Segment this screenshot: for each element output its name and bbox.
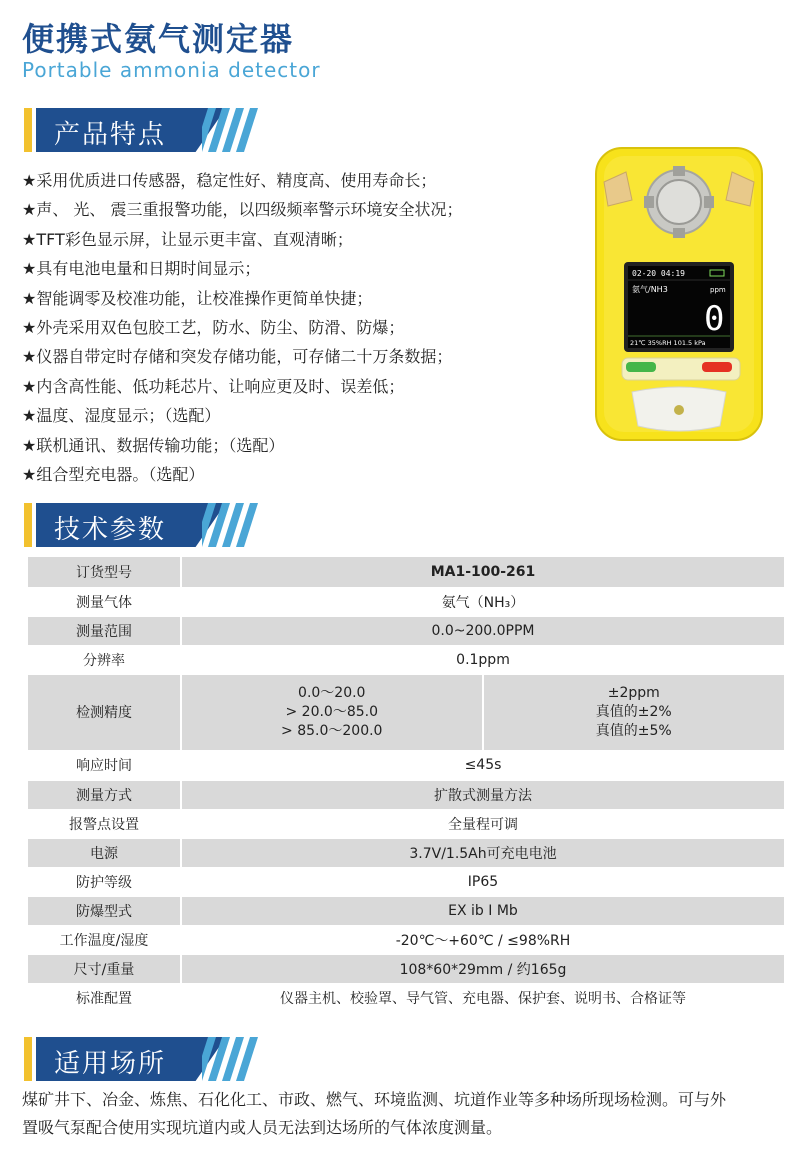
spec-key: 防爆型式 bbox=[28, 896, 181, 925]
heading-stripes-icon bbox=[202, 108, 272, 152]
accuracy-range: > 20.0～85.0 bbox=[285, 703, 379, 720]
spec-value: IP65 bbox=[181, 867, 784, 896]
specs-heading bbox=[24, 503, 264, 547]
accuracy-value: 真值的±2% bbox=[595, 703, 672, 720]
spec-value: MA1-100-261 bbox=[181, 557, 784, 587]
features-heading-label: 产品特点 bbox=[54, 120, 167, 150]
spec-key: 分辨率 bbox=[28, 645, 181, 674]
table-row bbox=[28, 645, 784, 674]
feature-item: ★外壳采用双色包胶工艺，防水、防尘、防滑、防爆； bbox=[22, 317, 405, 337]
table-row bbox=[28, 867, 784, 896]
applications-text bbox=[22, 1086, 782, 1142]
applications-line: 煤矿井下、冶金、炼焦、石化化工、市政、燃气、环境监测、坑道作业等多种场所现场检测。可与外 bbox=[22, 1090, 727, 1109]
feature-item: ★智能调零及校准功能，让校准操作更简单快捷； bbox=[22, 288, 373, 308]
feature-item: ★声、 光、 震三重报警功能，以四级频率警示环境安全状况； bbox=[22, 200, 463, 220]
spec-key: 工作温度/湿度 bbox=[28, 925, 181, 954]
screen-gas: 氨气/NH3 bbox=[632, 285, 668, 294]
heading-accent-bar bbox=[24, 108, 32, 152]
table-row bbox=[28, 896, 784, 925]
heading-stripes-icon bbox=[202, 1037, 272, 1081]
table-row bbox=[28, 954, 784, 983]
feature-item: ★组合型充电器。（选配） bbox=[22, 464, 205, 484]
feature-item: ★内含高性能、低功耗芯片、让响应更及时、误差低； bbox=[22, 376, 405, 396]
applications-line: 置吸气泵配合使用实现坑道内或人员无法到达场所的气体浓度测量。 bbox=[22, 1118, 503, 1137]
accuracy-ranges bbox=[181, 674, 483, 750]
accuracy-range: 0.0～20.0 bbox=[298, 684, 366, 701]
spec-key: 报警点设置 bbox=[28, 809, 181, 838]
accuracy-range: > 85.0～200.0 bbox=[281, 722, 383, 739]
feature-item: ★仪器自带定时存储和突发存储功能，可存储二十万条数据； bbox=[22, 347, 453, 367]
table-row bbox=[28, 557, 784, 587]
spec-key: 订货型号 bbox=[28, 557, 181, 587]
spec-value: EX ib Ⅰ Mb bbox=[181, 896, 784, 925]
screen-reading: 0 bbox=[704, 299, 725, 339]
feature-item: ★采用优质进口传感器，稳定性好、精度高、使用寿命长； bbox=[22, 171, 437, 190]
spec-value: ≤45s bbox=[181, 750, 784, 780]
table-row bbox=[28, 809, 784, 838]
accuracy-value: ±2ppm bbox=[607, 684, 660, 701]
feature-item: ★温度、湿度显示；（选配） bbox=[22, 406, 221, 426]
accuracy-values bbox=[483, 674, 785, 750]
screen-datetime: 02-20 04:19 bbox=[632, 269, 685, 278]
screen-status: 21℃ 35%RH 101.5 kPa bbox=[630, 339, 706, 347]
spec-key: 防护等级 bbox=[28, 867, 181, 896]
spec-key: 检测精度 bbox=[28, 674, 181, 750]
spec-value: 扩散式测量方法 bbox=[181, 780, 784, 809]
specs-heading-label: 技术参数 bbox=[54, 515, 167, 545]
features-list bbox=[22, 166, 582, 489]
table-row bbox=[28, 587, 784, 616]
heading-accent-bar bbox=[24, 1037, 32, 1081]
table-row bbox=[28, 616, 784, 645]
device-illustration bbox=[592, 146, 766, 442]
feature-item: ★TFT彩色显示屏，让显示更丰富、直观清晰； bbox=[22, 229, 353, 249]
spec-key: 电源 bbox=[28, 838, 181, 867]
spec-key: 响应时间 bbox=[28, 750, 181, 780]
spec-value: -20℃～+60℃ / ≤98%RH bbox=[181, 925, 784, 954]
spec-value: 108*60*29mm / 约165g bbox=[181, 954, 784, 983]
spec-value: 全量程可调 bbox=[181, 809, 784, 838]
accuracy-value: 真值的±5% bbox=[595, 722, 672, 739]
page-subtitle: Portable ammonia detector bbox=[22, 58, 321, 82]
spec-value: 仪器主机、校验罩、导气管、充电器、保护套、说明书、合格证等 bbox=[181, 983, 784, 1013]
feature-item: ★联机通讯、数据传输功能；（选配） bbox=[22, 435, 285, 455]
features-heading bbox=[24, 108, 264, 152]
spec-key: 测量范围 bbox=[28, 616, 181, 645]
table-row bbox=[28, 983, 784, 1013]
table-row bbox=[28, 674, 784, 750]
device-green-button bbox=[626, 362, 656, 372]
table-row bbox=[28, 780, 784, 809]
spec-value: 3.7V/1.5Ah可充电电池 bbox=[181, 838, 784, 867]
specs-table bbox=[28, 557, 784, 1014]
heading-stripes-icon bbox=[202, 503, 272, 547]
applications-heading bbox=[24, 1037, 264, 1081]
spec-key: 尺寸/重量 bbox=[28, 954, 181, 983]
spec-value: 氨气（NH₃） bbox=[181, 587, 784, 616]
feature-item: ★具有电池电量和日期时间显示； bbox=[22, 259, 261, 279]
applications-heading-label: 适用场所 bbox=[54, 1049, 167, 1079]
screen-unit: ppm bbox=[710, 286, 726, 294]
table-row bbox=[28, 925, 784, 954]
heading-accent-bar bbox=[24, 503, 32, 547]
page-title: 便携式氨气测定器 bbox=[22, 20, 295, 58]
table-row bbox=[28, 838, 784, 867]
spec-value: 0.0~200.0PPM bbox=[181, 616, 784, 645]
device-red-button bbox=[702, 362, 732, 372]
spec-key: 测量方式 bbox=[28, 780, 181, 809]
spec-value: 0.1ppm bbox=[181, 645, 784, 674]
spec-key: 标准配置 bbox=[28, 983, 181, 1013]
spec-key: 测量气体 bbox=[28, 587, 181, 616]
table-row bbox=[28, 750, 784, 780]
